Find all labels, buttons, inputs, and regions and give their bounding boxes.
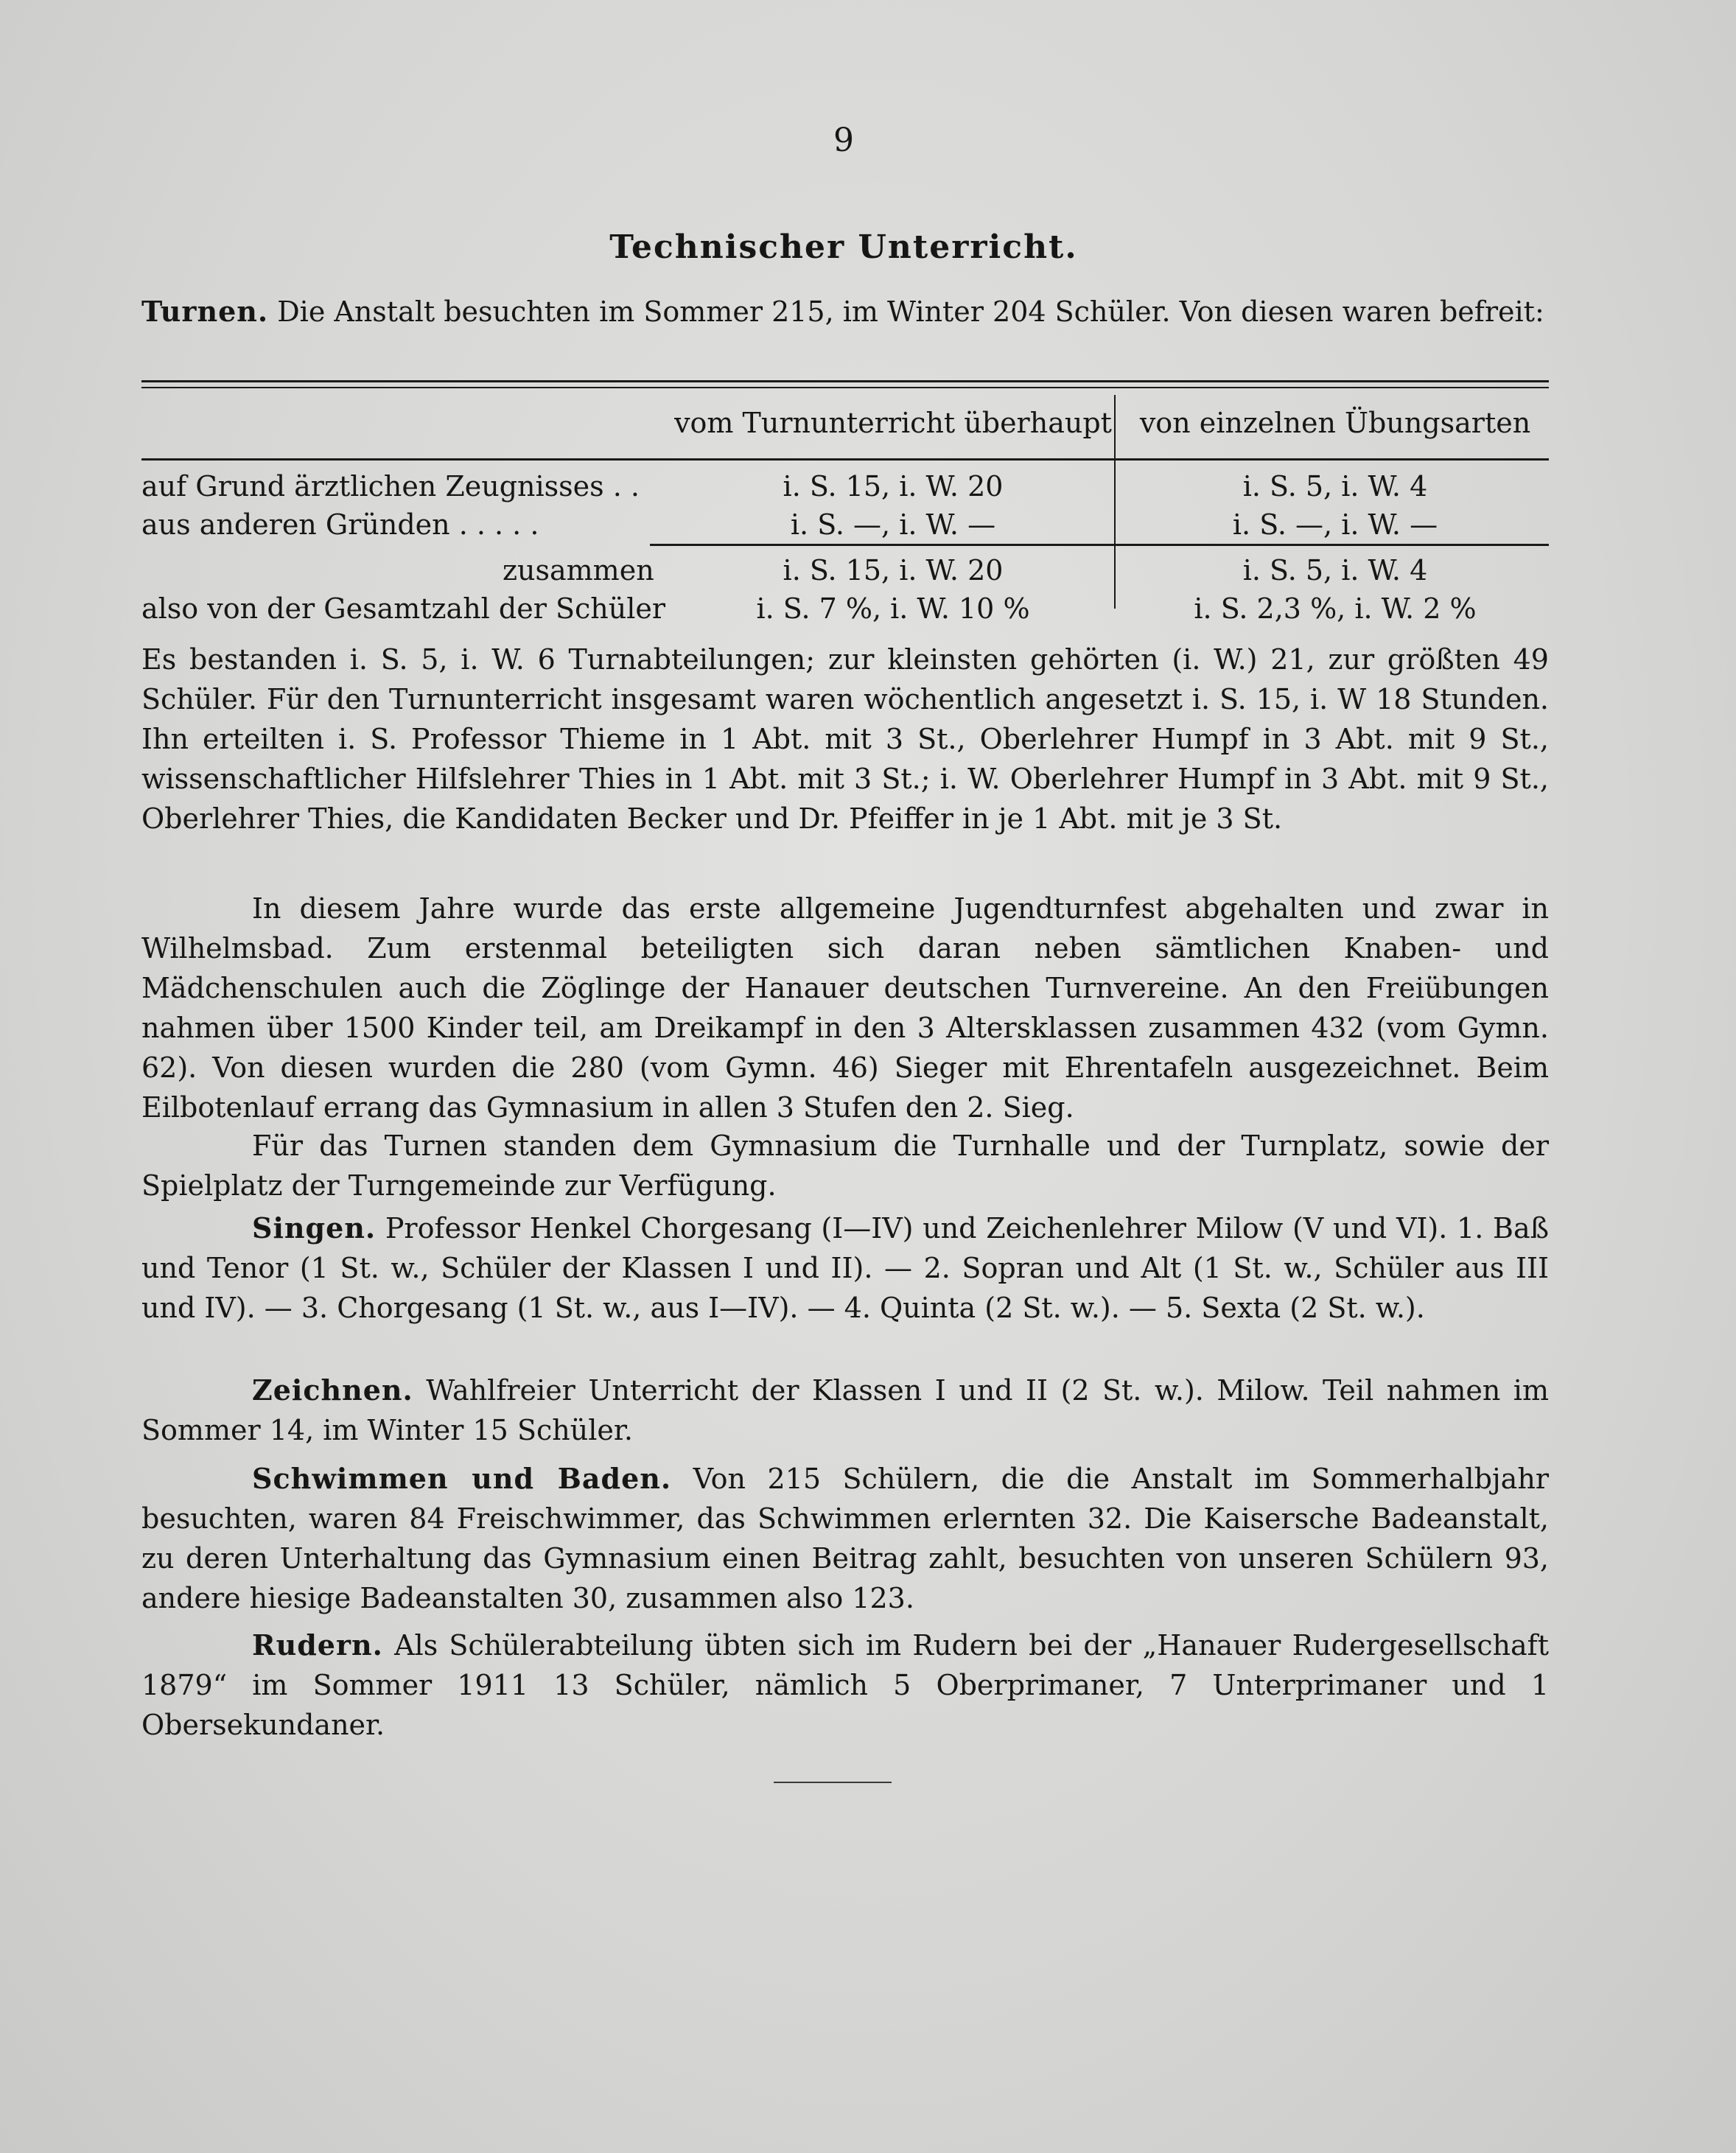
page-number: 9 [833, 122, 854, 159]
turnen-details: Es bestanden i. S. 5, i. W. 6 Turnabteilungen; zur kleinsten gehörten (i. W.) 21, zur größten 49 Schüler. Für den Turnunterricht insgesamt waren wöchentlich angesetzt i. S. 15, i. W 18 Stunden. Ihn erteilten i. S. Professor Thieme in 1 Abt. mit 3 St., Oberlehrer Humpf in 3 Abt. mit 9 St., wissenschaftlicher Hilfslehrer Thies in 1 Abt. mit 3 St.; i. W. Oberlehrer Humpf in 3 Abt. mit 9 St., Oberlehrer Thies, die Kandidaten Becker und Dr. Pfeiffer in je 1 Abt. mit je 3 St. [141, 643, 1549, 835]
singen-lead: Singen. [252, 1211, 377, 1244]
rudern-paragraph [141, 1625, 1549, 1745]
table-header-rule [141, 458, 1549, 461]
table-cell: i. S. 7 %, i. W. 10 % [756, 592, 1030, 625]
table-cell: i. S. 15, i. W. 20 [783, 470, 1004, 503]
table-cell: i. S. —, i. W. — [1232, 508, 1438, 541]
exemption-table [141, 380, 1549, 631]
table-row-label: zusammen [503, 554, 654, 587]
closing-divider [774, 1782, 892, 1783]
table-row-label: also von der Gesamtzahl der Schüler [141, 592, 666, 625]
table-cell: i. S. 5, i. W. 4 [1242, 470, 1428, 503]
schwimmen-paragraph [141, 1459, 1549, 1618]
table-col-header-1: vom Turnunterricht überhaupt [674, 407, 1112, 439]
rudern-text: Als Schülerabteilung übten sich im Rudern bei der „Hanauer Rudergesellschaft 1879“ im Sommer 1911 13 Schüler, nämlich 5 Oberprimaner, 7 Unterprimaner und 1 Obersekundaner. [141, 1629, 1549, 1741]
table-top-rule-2 [141, 387, 1549, 388]
table-top-rule [141, 380, 1549, 382]
table-cell: i. S. 15, i. W. 20 [783, 554, 1004, 587]
singen-text: Professor Henkel Chorgesang (I—IV) und Zeichenlehrer Milow (V und VI). 1. Baß und Tenor (1 St. w., Schüler der Klassen I und II). — 2. Sopran und Alt (1 St. w., Schüler aus III und IV). — 3. Chorgesang (1 St. w., aus I—IV). — 4. Quinta (2 St. w.). — 5. Sexta (2 St. w.). [141, 1212, 1549, 1324]
section-title: Technischer Unterricht. [609, 228, 1078, 266]
schwimmen-text: Von 215 Schülern, die die Anstalt im Sommerhalbjahr besuchten, waren 84 Freischwimmer, das Schwimmen erlernten 32. Die Kaisersche Badeanstalt, zu deren Unterhaltung das Gymnasium einen Beitrag zahlt, besuchten von unseren Schülern 93, andere hiesige Badeanstalten 30, zusammen also 123. [141, 1463, 1549, 1614]
turnen-intro-text: Die Anstalt besuchten im Sommer 215, im Winter 204 Schüler. Von diesen waren befreit: [277, 295, 1544, 328]
table-cell: i. S. 2,3 %, i. W. 2 % [1194, 592, 1477, 625]
table-col-header-2: von einzelnen Übungsarten [1139, 407, 1531, 439]
zeichnen-lead: Zeichnen. [252, 1373, 413, 1407]
table-row-label: auf Grund ärztlichen Zeugnisses . . [141, 470, 640, 503]
table-cell: i. S. 5, i. W. 4 [1242, 554, 1428, 587]
table-col-divider [1114, 395, 1116, 609]
table-row-label: aus anderen Gründen . . . . . [141, 508, 539, 541]
zeichnen-paragraph [141, 1370, 1549, 1450]
singen-paragraph [141, 1208, 1549, 1328]
jugendturnfest-paragraph: In diesem Jahre wurde das erste allgemeine Jugendturnfest abgehalten und zwar in Wilhelmsbad. Zum erstenmal beteiligten sich daran neben sämtlichen Knaben- und Mädchenschulen auch die Zöglinge der Hanauer deutschen Turnvereine. An den Freiübungen nahmen über 1500 Kinder teil, am Dreikampf in den 3 Altersklassen zusammen 432 (vom Gymn. 62). Von diesen wurden die 280 (vom Gymn. 46) Sieger mit Ehrentafeln ausgezeichnet. Beim Eilbotenlauf errang das Gymnasium in allen 3 Stufen den 2. Sieg. [141, 892, 1549, 1124]
turnhalle-paragraph: Für das Turnen standen dem Gymnasium die Turnhalle und der Turnplatz, sowie der Spielplatz der Turngemeinde zur Verfügung. [141, 1130, 1549, 1202]
table-sum-rule [650, 544, 1549, 546]
turnen-intro [141, 292, 1549, 332]
table-cell: i. S. —, i. W. — [790, 508, 996, 541]
schwimmen-lead: Schwimmen und Baden. [252, 1462, 672, 1495]
zeichnen-text: Wahlfreier Unterricht der Klassen I und II (2 St. w.). Milow. Teil nahmen im Sommer 14, im Winter 15 Schüler. [141, 1374, 1549, 1446]
rudern-lead: Rudern. [252, 1628, 383, 1662]
turnen-lead: Turnen. [141, 295, 269, 328]
